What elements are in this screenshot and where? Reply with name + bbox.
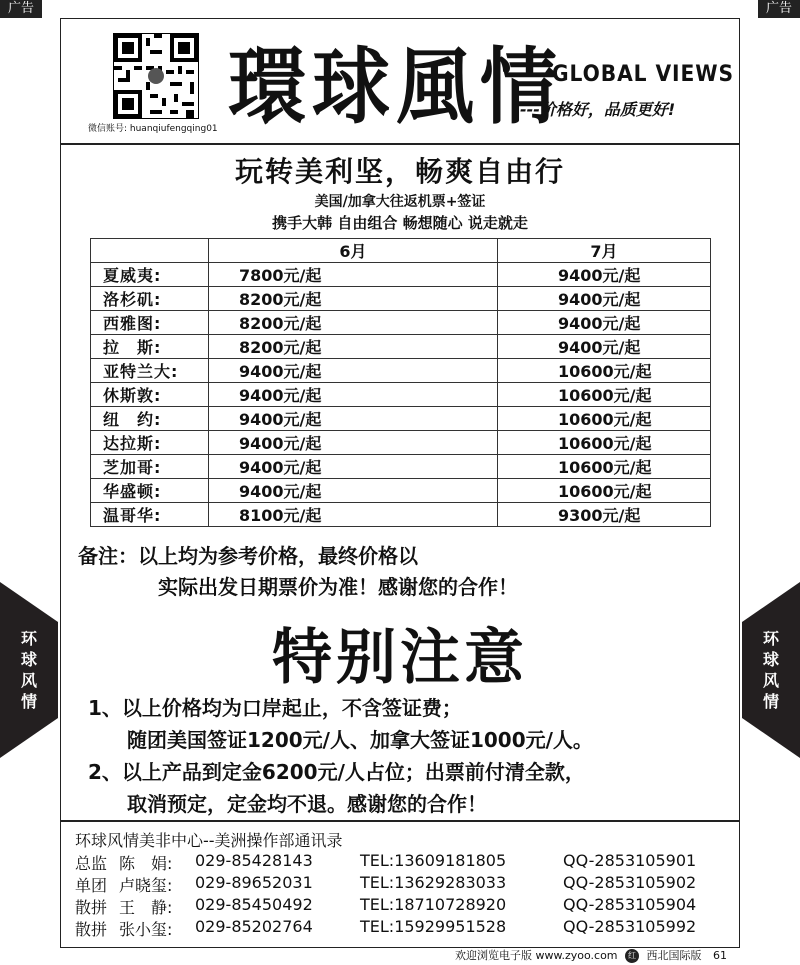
qr-code-icon [113,33,199,119]
june-price-cell: 9400元/起 [209,359,498,383]
july-price-cell: 10600元/起 [498,479,711,503]
july-price-cell: 9400元/起 [498,263,711,287]
wechat-caption: 微信账号: huanqiufengqing01 [88,124,218,134]
contact-qq: QQ-2853105904 [563,895,697,914]
subtitle-2: 携手大韩 自由组合 畅想随心 说走就走 [272,214,528,232]
contact-name: 陈 娟: [119,854,173,873]
note-1-line-1: 1、以上价格均为口岸起止，不含签证费； [88,696,462,720]
slogan: ---价格好，品质更好! [520,100,676,119]
july-price-cell: 10600元/起 [498,383,711,407]
contacts-divider [60,820,740,822]
june-price-cell: 9400元/起 [209,407,498,431]
note-1-line-2: 随团美国签证1200元/人、加拿大签证1000元/人。 [127,728,593,752]
contact-mobile: TEL:13609181805 [360,851,507,870]
june-price-cell: 9400元/起 [209,479,498,503]
contact-phone: 029-89652031 [195,873,313,892]
table-header-june: 6月 [209,239,498,263]
contact-phone: 029-85428143 [195,851,313,870]
note-2-line-1: 2、以上产品到定金6200元/人占位；出票前付清全款， [88,760,585,784]
table-row [91,431,711,455]
june-price-cell: 8100元/起 [209,503,498,527]
city-cell: 拉 斯: [91,335,209,359]
city-cell: 洛杉矶: [91,287,209,311]
contact-name: 张小玺: [119,920,173,939]
contact-phone: 029-85202764 [195,917,313,936]
contact-phone: 029-85450492 [195,895,313,914]
note-2-line-2: 取消预定，定金均不退。感谢您的合作！ [127,792,487,816]
special-notice-heading: 特别注意 [272,623,528,693]
contact-qq: QQ-2853105992 [563,917,697,936]
side-tab-left-label: 环球风情 [20,629,37,711]
contact-name: 王 静: [119,898,173,917]
footer-text: 欢迎浏览电子版 www.zyoo.com [455,949,618,962]
table-row [91,383,711,407]
page-number: 61 [713,949,728,962]
ad-label-left: 广告 [0,0,42,18]
contacts-title: 环球风情美非中心--美洲操作部通讯录 [75,831,343,850]
city-cell: 达拉斯: [91,431,209,455]
subtitle-1: 美国/加拿大往返机票+签证 [314,194,486,210]
contact-role: 散拼 [75,920,108,939]
table-row [91,455,711,479]
price-table [90,238,711,527]
june-price-cell: 9400元/起 [209,431,498,455]
contact-role: 单团 [75,876,108,895]
june-price-cell: 8200元/起 [209,287,498,311]
table-header-july: 7月 [498,239,711,263]
table-header-row [91,239,711,263]
contact-role: 总监 [75,854,108,873]
july-price-cell: 10600元/起 [498,455,711,479]
headline: 玩转美利坚，畅爽自由行 [234,155,565,188]
table-row [91,359,711,383]
june-price-cell: 9400元/起 [209,455,498,479]
remark-line-1: 备注：以上均为参考价格，最终价格以 [78,544,418,568]
city-cell: 温哥华: [91,503,209,527]
table-row [91,287,711,311]
june-price-cell: 8200元/起 [209,335,498,359]
city-cell: 亚特兰大: [91,359,209,383]
july-price-cell: 10600元/起 [498,407,711,431]
contact-mobile: TEL:15929951528 [360,917,507,936]
city-cell: 休斯敦: [91,383,209,407]
july-price-cell: 9400元/起 [498,335,711,359]
footer-edition: 西北国际版 [646,949,702,962]
table-row [91,407,711,431]
table-row [91,335,711,359]
ad-label-right: 广告 [758,0,800,18]
side-tab-right-label: 环球风情 [762,629,779,711]
publication-badge-icon: 红 [625,949,639,963]
contact-name: 卢晓玺: [119,876,173,895]
city-cell: 夏威夷: [91,263,209,287]
city-cell: 西雅图: [91,311,209,335]
brand-logo: 環球風情 [228,38,565,136]
contact-mobile: TEL:18710728920 [360,895,507,914]
table-header-city [91,239,209,263]
city-cell: 芝加哥: [91,455,209,479]
july-price-cell: 9400元/起 [498,311,711,335]
contact-qq: QQ-2853105901 [563,851,697,870]
table-row [91,311,711,335]
global-views-label: GLOBAL VIEWS [552,62,735,87]
table-row [91,479,711,503]
remark-line-2: 实际出发日期票价为准！感谢您的合作！ [158,575,518,599]
july-price-cell: 9300元/起 [498,503,711,527]
table-row [91,503,711,527]
city-cell: 华盛顿: [91,479,209,503]
city-cell: 纽 约: [91,407,209,431]
contact-qq: QQ-2853105902 [563,873,697,892]
contact-mobile: TEL:13629283033 [360,873,507,892]
june-price-cell: 9400元/起 [209,383,498,407]
july-price-cell: 9400元/起 [498,287,711,311]
june-price-cell: 8200元/起 [209,311,498,335]
header-divider [60,143,740,145]
table-row [91,263,711,287]
june-price-cell: 7800元/起 [209,263,498,287]
contact-role: 散拼 [75,898,108,917]
july-price-cell: 10600元/起 [498,359,711,383]
july-price-cell: 10600元/起 [498,431,711,455]
page-footer [455,947,727,963]
